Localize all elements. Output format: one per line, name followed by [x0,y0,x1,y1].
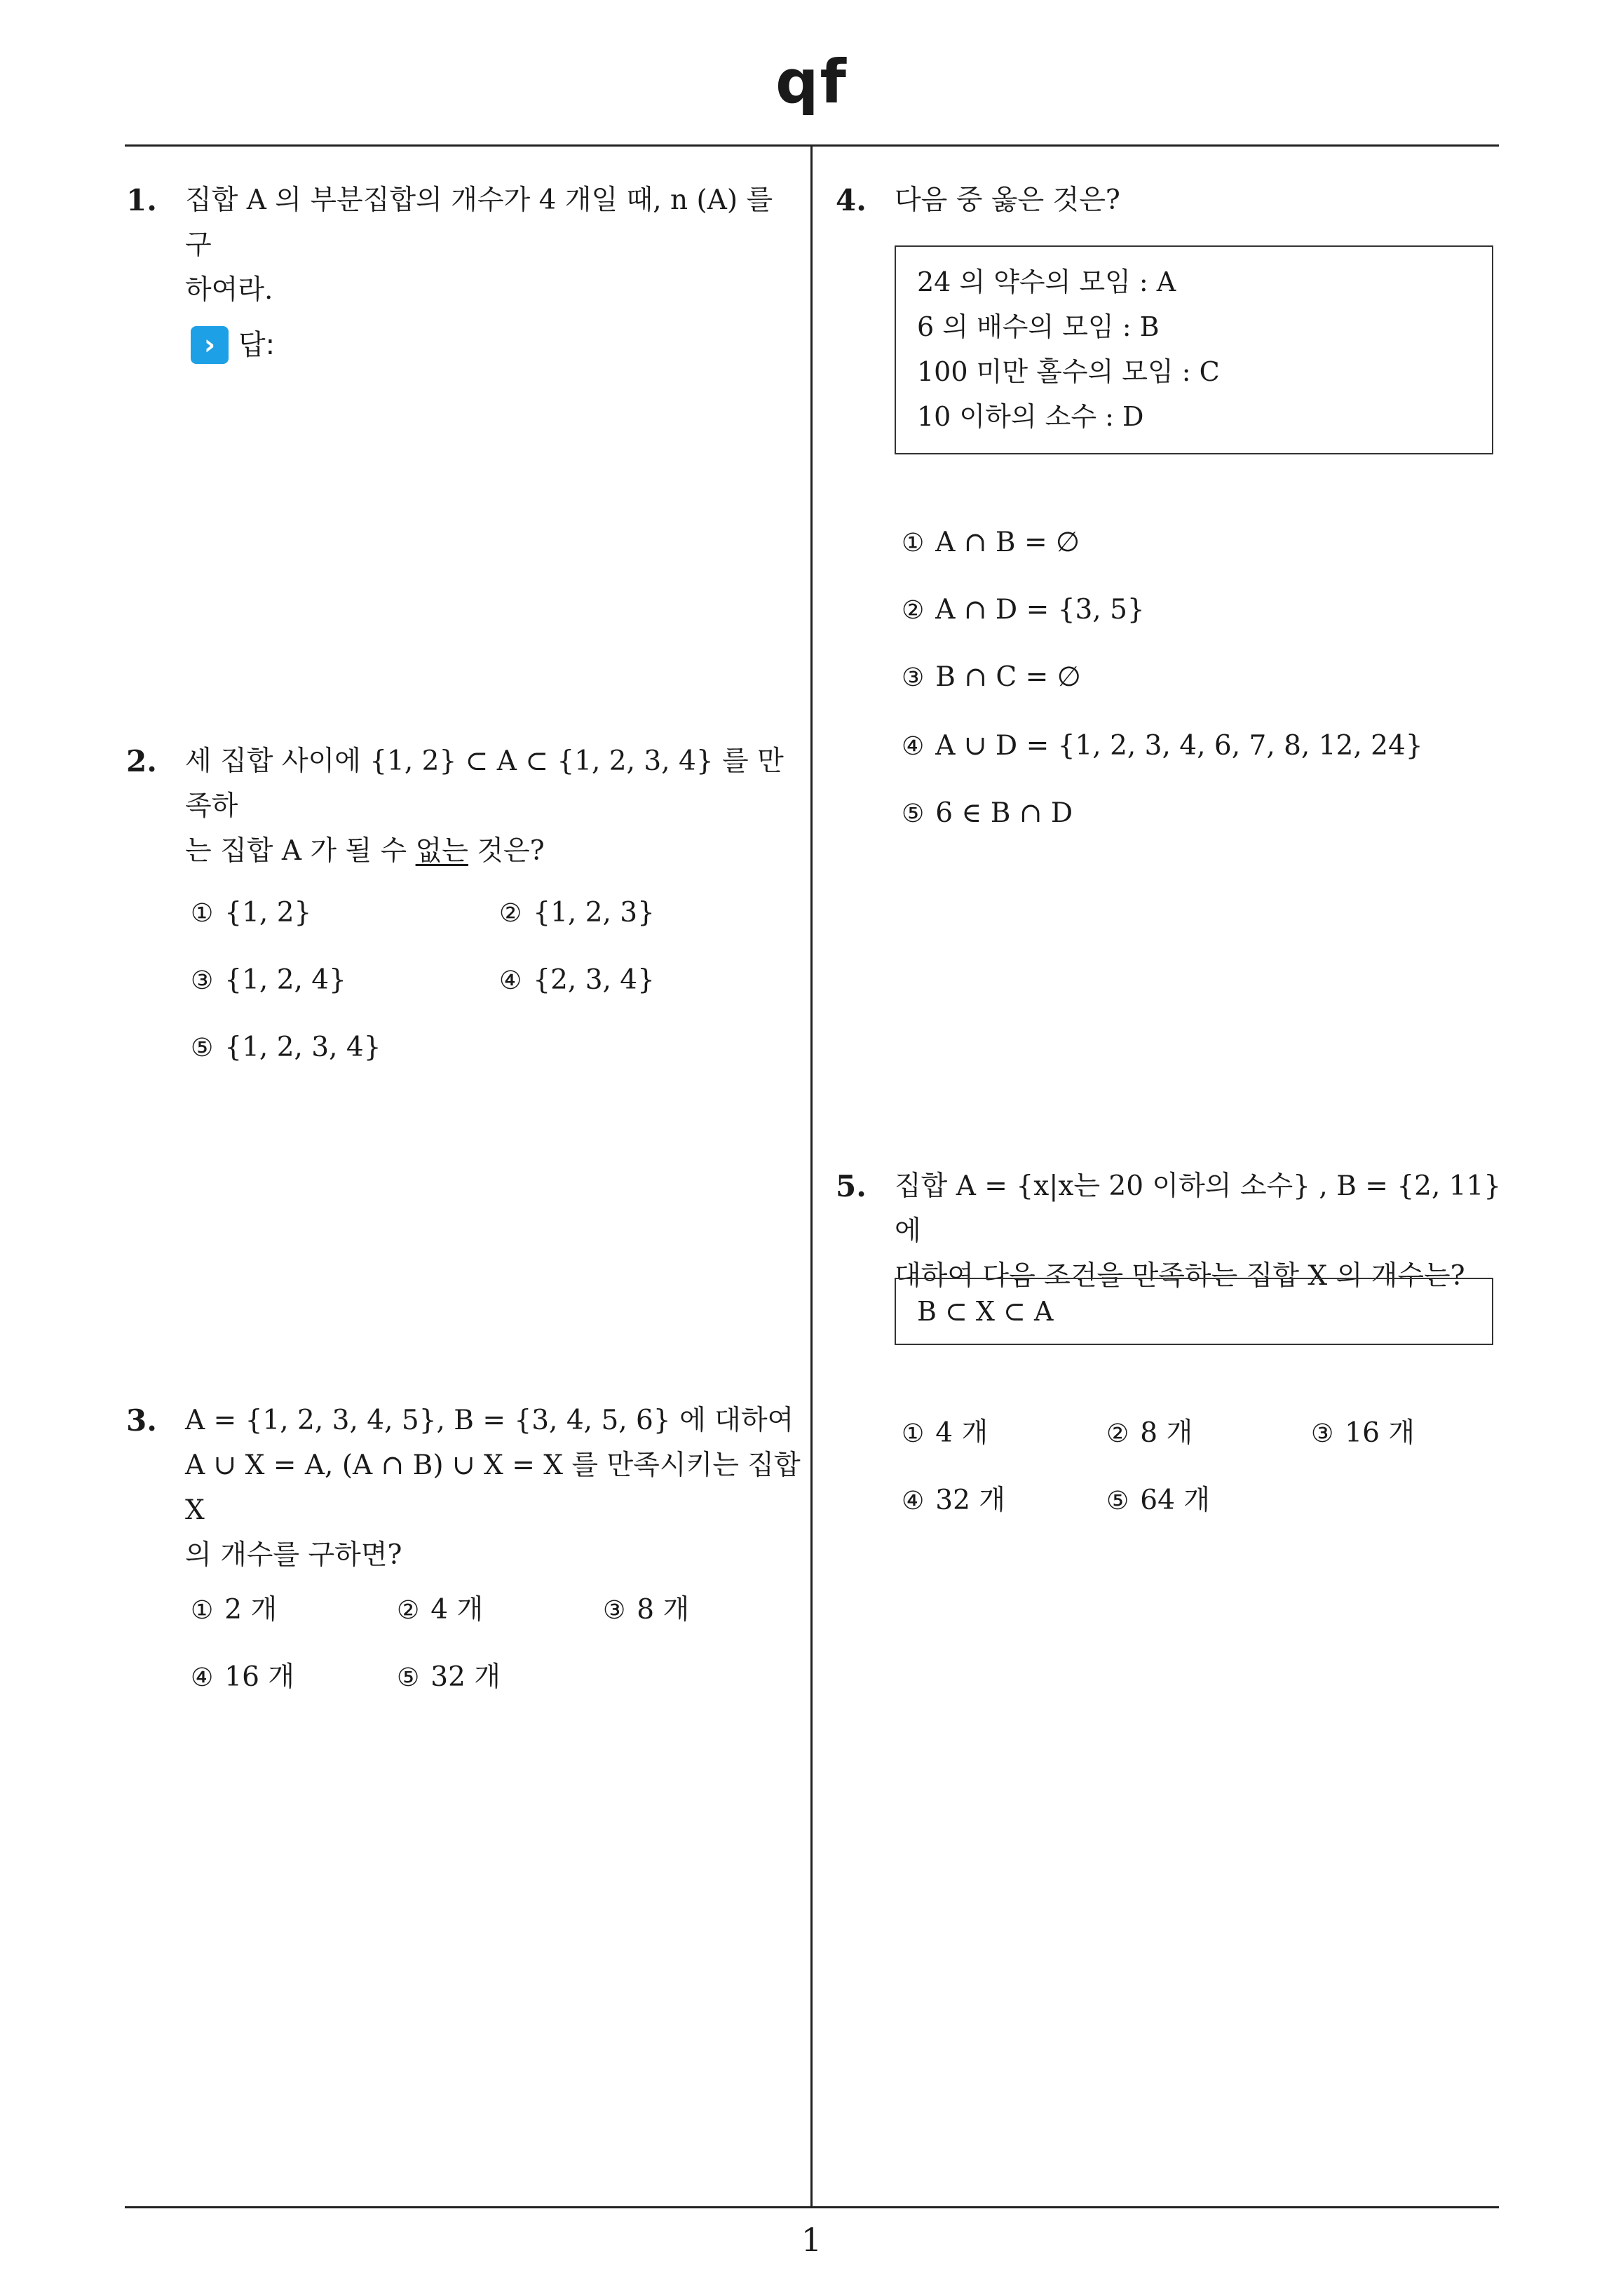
question-2-text [185,739,802,874]
footer-divider [125,2206,1499,2208]
question-4-option-2[interactable]: ② A ∩ D = {3, 5} [902,594,1145,626]
question-4-text [895,178,1498,223]
chevron-right-icon: › [191,326,229,364]
question-5-condition-box [895,1278,1493,1345]
question-3-option-5[interactable]: ⑤ 32 개 [397,1661,501,1693]
emphasis-underline: 없는 [415,835,468,867]
question-1-text [185,178,802,313]
question-5-option-3[interactable]: ③ 16 개 [1311,1417,1415,1449]
question-1-line-1: 집합 A 의 부분집합의 개수가 4 개일 때, n (A) 를 구 [185,184,773,261]
question-3-line-1: A = {1, 2, 3, 4, 5}, B = {3, 4, 5, 6} 에 대하여 [185,1405,794,1436]
question-3-number: 3. [126,1403,157,1438]
page-number: 1 [801,2221,822,2259]
question-3-option-4[interactable]: ④ 16 개 [191,1661,294,1693]
condition-line-3: 100 미만 홀수의 모임 : C [917,356,1220,387]
question-4-option-5[interactable]: ⑤ 6 ∈ B ∩ D [902,797,1073,829]
condition-line-1: 24 의 약수의 모임 : A [917,266,1176,297]
question-4-line-1: 다음 중 옳은 것은? [895,184,1120,216]
question-2-option-3[interactable]: ③ {1, 2, 4} [191,964,346,996]
question-2-number: 2. [126,744,157,778]
question-3-option-1[interactable]: ① 2 개 [191,1594,278,1626]
question-2-option-2[interactable]: ② {1, 2, 3} [499,897,655,928]
question-3-option-3[interactable]: ③ 8 개 [603,1594,690,1626]
question-1-line-2: 하여라. [185,274,273,306]
question-4-condition-box [895,245,1493,454]
question-5-number: 5. [836,1169,867,1203]
answer-label: 답: [238,329,276,361]
question-5-option-1[interactable]: ① 4 개 [902,1417,989,1449]
question-1-number: 1. [126,183,157,217]
question-2-option-5[interactable]: ⑤ {1, 2, 3, 4} [191,1032,381,1063]
question-1-answer[interactable] [191,324,275,366]
column-divider [810,146,813,2206]
question-2-option-4[interactable]: ④ {2, 3, 4} [499,964,655,996]
question-5-line-2: 대하여 다음 조건을 만족하는 집합 X 의 개수는? [895,1260,1465,1292]
question-3-line-2: A ∪ X = A, (A ∩ B) ∪ X = X 를 만족시키는 집합 X [185,1450,801,1526]
question-4-option-1[interactable]: ① A ∩ B = ∅ [902,527,1080,558]
condition-line-2: 6 의 배수의 모임 : B [917,311,1160,342]
question-2-option-1[interactable]: ① {1, 2} [191,897,312,928]
question-3-text [185,1398,802,1578]
question-5-option-4[interactable]: ④ 32 개 [902,1485,1005,1516]
question-5-option-5[interactable]: ⑤ 64 개 [1106,1485,1210,1516]
question-3-option-2[interactable]: ② 4 개 [397,1594,484,1626]
condition-line-1: B ⊂ X ⊂ A [917,1296,1054,1327]
page-title: qf [775,47,848,117]
question-2-line-2: 는 집합 A 가 될 수 없는 것은? [185,835,545,867]
question-4-option-3[interactable]: ③ B ∩ C = ∅ [902,661,1081,693]
question-5-option-2[interactable]: ② 8 개 [1106,1417,1193,1449]
question-4-option-4[interactable]: ④ A ∪ D = {1, 2, 3, 4, 6, 7, 8, 12, 24} [902,730,1423,762]
question-3-line-3: 의 개수를 구하면? [185,1539,402,1571]
condition-line-4: 10 이하의 소수 : D [917,401,1144,432]
question-4-number: 4. [836,183,867,217]
question-5-line-1: 집합 A = {x|x는 20 이하의 소수} , B = {2, 11} 에 [895,1170,1502,1247]
question-2-line-1: 세 집합 사이에 {1, 2} ⊂ A ⊂ {1, 2, 3, 4} 를 만족하 [185,745,784,822]
